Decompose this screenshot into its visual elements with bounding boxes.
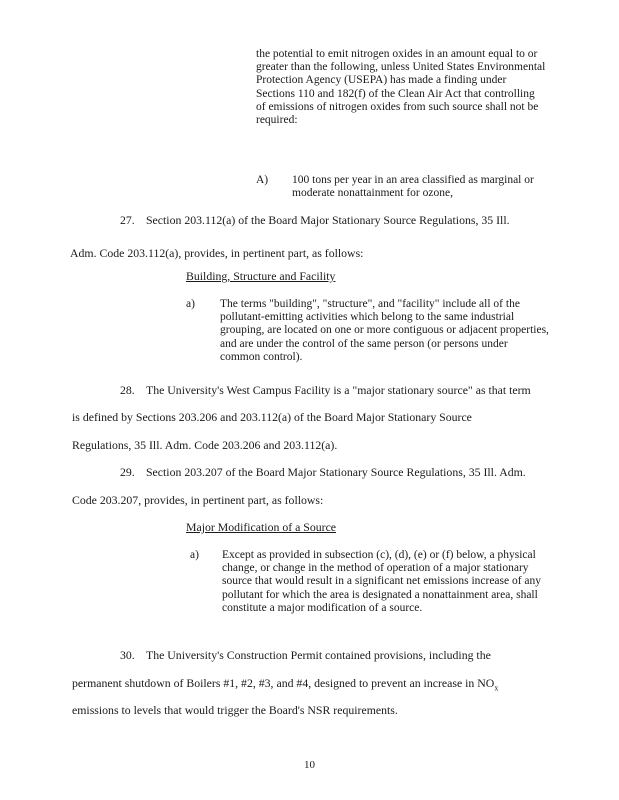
- para30-number: 30.: [120, 648, 135, 662]
- para29-line2: Code 203.207, provides, in pertinent part, as follows:: [72, 493, 324, 507]
- page-number: 10: [304, 759, 315, 771]
- para30-line2: [72, 676, 498, 695]
- para28-line1: The University's West Campus Facility is a "major stationary source" as that term: [146, 383, 531, 397]
- quote29-text: Except as provided in subsection (c), (d), (e) or (f) below, a physical change, or change in the method of operation of a major stationary source that would result in a significant net emissions increase of any pollutant for which the area is designated a nonattainment area, shall constitute a major modification of a source.: [222, 549, 542, 614]
- para28-line2: is defined by Sections 203.206 and 203.112(a) of the Board Major Stationary Source: [72, 410, 472, 424]
- para27-number: 27.: [120, 213, 135, 227]
- quote29-heading: Major Modification of a Source: [186, 520, 337, 534]
- intro-item-text: 100 tons per year in an area classified as marginal or moderate nonattainment for ozone,: [292, 174, 534, 200]
- nox-subscript: x: [494, 683, 499, 693]
- quote27-text: The terms "building", "structure", and "facility" include all of the pollutant-emitting activities which belong to the same industrial grouping, are located on one or more contiguous or adjacent properties, and are under the control of the same person (or persons under common control).: [220, 298, 549, 363]
- para29-line1: Section 203.207 of the Board Major Stationary Source Regulations, 35 Ill. Adm.: [146, 465, 526, 479]
- para28-number: 28.: [120, 383, 135, 397]
- quote27-label: a): [186, 298, 195, 310]
- para27-line1: Section 203.112(a) of the Board Major Stationary Source Regulations, 35 Ill.: [146, 213, 510, 227]
- intro-block-text: the potential to emit nitrogen oxides in an amount equal to or greater than the following, unless United States Environmental Protection Agency (USEPA) has made a finding under Sections 110 and 182(f) of the Clean Air Act that controlling of emissions of nitrogen oxides from such source shall not be required:: [256, 48, 546, 127]
- para28-line3: Regulations, 35 Ill. Adm. Code 203.206 and 203.112(a).: [72, 438, 338, 452]
- para27-line2: Adm. Code 203.112(a), provides, in pertinent part, as follows:: [70, 246, 364, 260]
- para30-line3: emissions to levels that would trigger the Board's NSR requirements.: [72, 703, 398, 717]
- para30-line1: The University's Construction Permit contained provisions, including the: [146, 648, 491, 662]
- intro-item-label: A): [256, 174, 269, 186]
- quote27-heading: Building, Structure and Facility: [186, 269, 336, 283]
- quote29-label: a): [190, 549, 199, 561]
- para30-line2-text: permanent shutdown of Boilers #1, #2, #3, and #4, designed to prevent an increase in NO: [72, 676, 495, 690]
- para29-number: 29.: [120, 465, 135, 479]
